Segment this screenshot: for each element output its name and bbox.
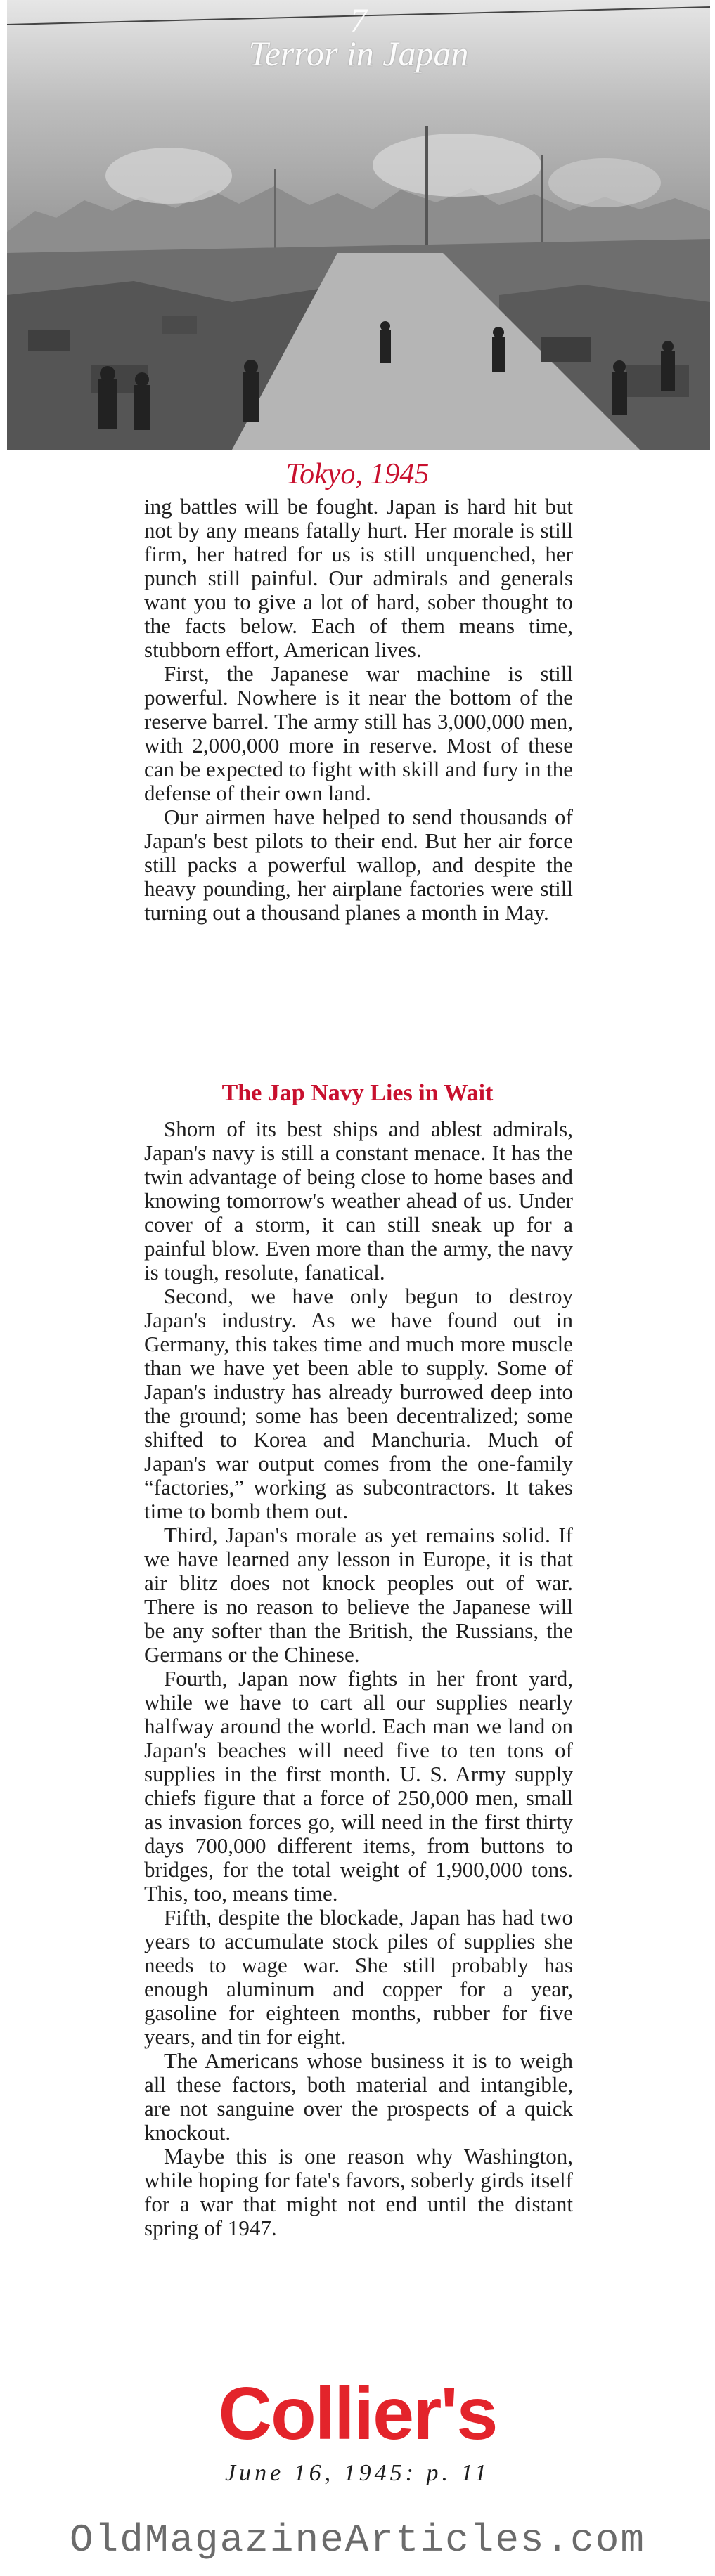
paragraph: Third, Japan's morale as yet remains solid. If we have learned any lesson in Europe, it is that air blitz does not knock peoples out of war. There is no reason to believe the Japanese will be any softer than the British, the Russians, the Germans or the Chinese. (144, 1523, 573, 1667)
paragraph: Maybe this is one reason why Washington, while hoping for fate's favors, soberly girds itself for a war that might not end until the distant spring of 1947. (144, 2144, 573, 2240)
article-section-2 (144, 1117, 573, 2240)
photo-caption: Tokyo, 1945 (285, 458, 430, 490)
paragraph: Second, we have only begun to destroy Japan's industry. As we have found out in Germany, this takes time and much more muscle than we have yet been able to supply. Some of Japan's industry has already burrowed deep into the ground; some has been decentralized; some shifted to Korea and Manchuria. Much of Japan's war output comes from the one-family “factories,” working as subcontractors. It takes time to bomb them out. (144, 1284, 573, 1523)
site-footer[interactable]: OldMagazineArticles.com (70, 2518, 645, 2563)
paragraph: Fourth, Japan now fights in her front yard, while we have to cart all our supplies nearly halfway around the world. Each man we land on Japan's beaches will need five to ten tons of supplies in the first month. U. S. Army supply chiefs figure that a force of 250,000 men, small as invasion forces go, will need in the first thirty days 700,000 different items, from buttons to bridges, for the total weight of 1,900,000 tons. This, too, means time. (144, 1666, 573, 1906)
article-number: 7 (350, 2, 367, 39)
paragraph: Shorn of its best ships and ablest admirals, Japan's navy is still a constant menace. It has the twin advantage of being close to home bases and knowing tomorrow's weather ahead of us. Under cover of a storm, it can still sneak up for a painful blow. Even more than the army, the navy is tough, resolute, fanatical. (144, 1117, 573, 1284)
tokyo-ruins-photo (7, 0, 710, 450)
colliers-logo: Collier's (218, 2372, 497, 2455)
paragraph: ing battles will be fought. Japan is hard hit but not by any means fatally hurt. Her morale is still firm, her hatred for us is still unquenched, her punch still painful. Our admirals and generals want you to give a lot of hard, sober thought to the facts below. Each of them means time, stubborn effort, American lives. (144, 494, 573, 662)
issue-dateline: June 16, 1945: p. 11 (225, 2460, 490, 2486)
paragraph: Fifth, despite the blockade, Japan has had two years to accumulate stock piles of supplies she needs to wage war. She still probably has enough aluminum and copper for a year, gasoline for eighteen months, rubber for five years, and tin for eight. (144, 1905, 573, 2049)
paragraph: Our airmen have helped to send thousands of Japan's best pilots to their end. But her air force still packs a powerful wallop, and despite the heavy pounding, her airplane factories were still turning out a thousand planes a month in May. (144, 805, 573, 925)
paragraph: First, the Japanese war machine is still powerful. Nowhere is it near the bottom of the reserve barrel. The army still has 3,000,000 men, with 2,000,000 more in reserve. Most of these can be expected to fight with skill and fury in the defense of their own land. (144, 661, 573, 805)
article-title: Terror in Japan (248, 34, 469, 73)
article-section-1 (144, 495, 573, 925)
section-subhead: The Jap Navy Lies in Wait (221, 1080, 494, 1106)
paragraph: The Americans whose business it is to weigh all these factors, both material and intangible, are not sanguine over the prospects of a quick knockout. (144, 2048, 573, 2145)
